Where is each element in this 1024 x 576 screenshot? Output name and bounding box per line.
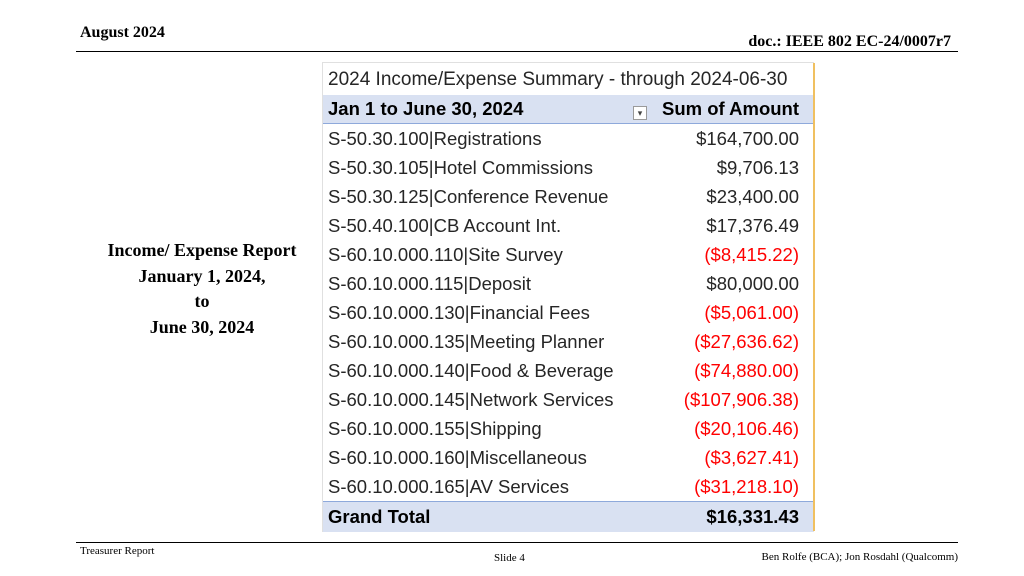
header-date: August 2024	[80, 24, 165, 41]
row-account-label: S-60.10.000.140|Food & Beverage	[328, 360, 614, 381]
row-amount: $9,706.13	[716, 157, 799, 178]
row-amount: ($8,415.22)	[704, 244, 799, 265]
grand-total-label: Grand Total	[328, 506, 431, 527]
row-account-label: S-50.30.125|Conference Revenue	[328, 186, 609, 207]
filter-dropdown-icon[interactable]: ▾	[633, 106, 647, 120]
footer-divider	[76, 542, 958, 543]
table-header-row	[323, 95, 813, 124]
row-account-label: S-50.40.100|CB Account Int.	[328, 215, 562, 236]
table-row	[323, 241, 813, 270]
amount-column-header: Sum of Amount	[661, 98, 799, 119]
slide-title-line-3: to	[194, 291, 210, 311]
table-row	[323, 444, 813, 473]
row-amount: ($27,636.62)	[694, 331, 799, 352]
footer-section: Treasurer Report	[80, 545, 155, 557]
grand-total-amount: $16,331.43	[706, 506, 799, 527]
row-account-label: S-60.10.000.165|AV Services	[328, 476, 569, 497]
row-amount: $164,700.00	[696, 128, 799, 149]
table-row	[323, 415, 813, 444]
table-edge-border	[813, 63, 815, 531]
table-title: 2024 Income/Expense Summary - through 2024-06-30	[328, 69, 788, 90]
row-amount: ($3,627.41)	[704, 447, 799, 468]
slide-title	[86, 238, 318, 340]
table-row	[323, 125, 813, 154]
row-amount: $17,376.49	[706, 215, 799, 236]
row-account-label: S-60.10.000.155|Shipping	[328, 418, 542, 439]
grand-total-row	[323, 501, 813, 532]
table-row	[323, 299, 813, 328]
row-amount: $80,000.00	[706, 273, 799, 294]
row-amount: ($20,106.46)	[694, 418, 799, 439]
table-row	[323, 328, 813, 357]
row-account-label: S-60.10.000.145|Network Services	[328, 389, 614, 410]
slide-title-line-4: June 30, 2024	[149, 316, 255, 337]
row-account-label: S-60.10.000.115|Deposit	[328, 273, 531, 294]
row-account-label: S-60.10.000.135|Meeting Planner	[328, 331, 605, 352]
table-row	[323, 357, 813, 386]
row-amount: ($107,906.38)	[683, 389, 799, 410]
row-account-label: S-60.10.000.110|Site Survey	[328, 244, 563, 265]
slide-number: Slide 4	[494, 552, 525, 564]
row-amount: ($74,880.00)	[694, 360, 799, 381]
row-account-label: S-50.30.105|Hotel Commissions	[328, 157, 593, 178]
row-amount: ($5,061.00)	[704, 302, 799, 323]
slide-title-line-2: January 1, 2024,	[138, 265, 266, 286]
table-row	[323, 212, 813, 241]
income-expense-pivot-table	[322, 62, 814, 532]
header-divider	[76, 51, 958, 52]
row-amount: ($31,218.10)	[694, 476, 799, 497]
slide-title-line-1: Income/ Expense Report	[107, 240, 297, 260]
row-account-label: S-50.30.100|Registrations	[328, 128, 542, 149]
footer-authors: Ben Rolfe (BCA); Jon Rosdahl (Qualcomm)	[761, 551, 958, 563]
document-id: doc.: IEEE 802 EC-24/0007r7	[748, 33, 951, 50]
table-row	[323, 270, 813, 299]
table-row	[323, 473, 813, 502]
table-row	[323, 183, 813, 212]
table-row	[323, 386, 813, 415]
row-account-label: S-60.10.000.130|Financial Fees	[328, 302, 590, 323]
row-account-label: S-60.10.000.160|Miscellaneous	[328, 447, 587, 468]
table-row	[323, 154, 813, 183]
period-column-header: Jan 1 to June 30, 2024	[328, 98, 524, 119]
row-amount: $23,400.00	[706, 186, 799, 207]
